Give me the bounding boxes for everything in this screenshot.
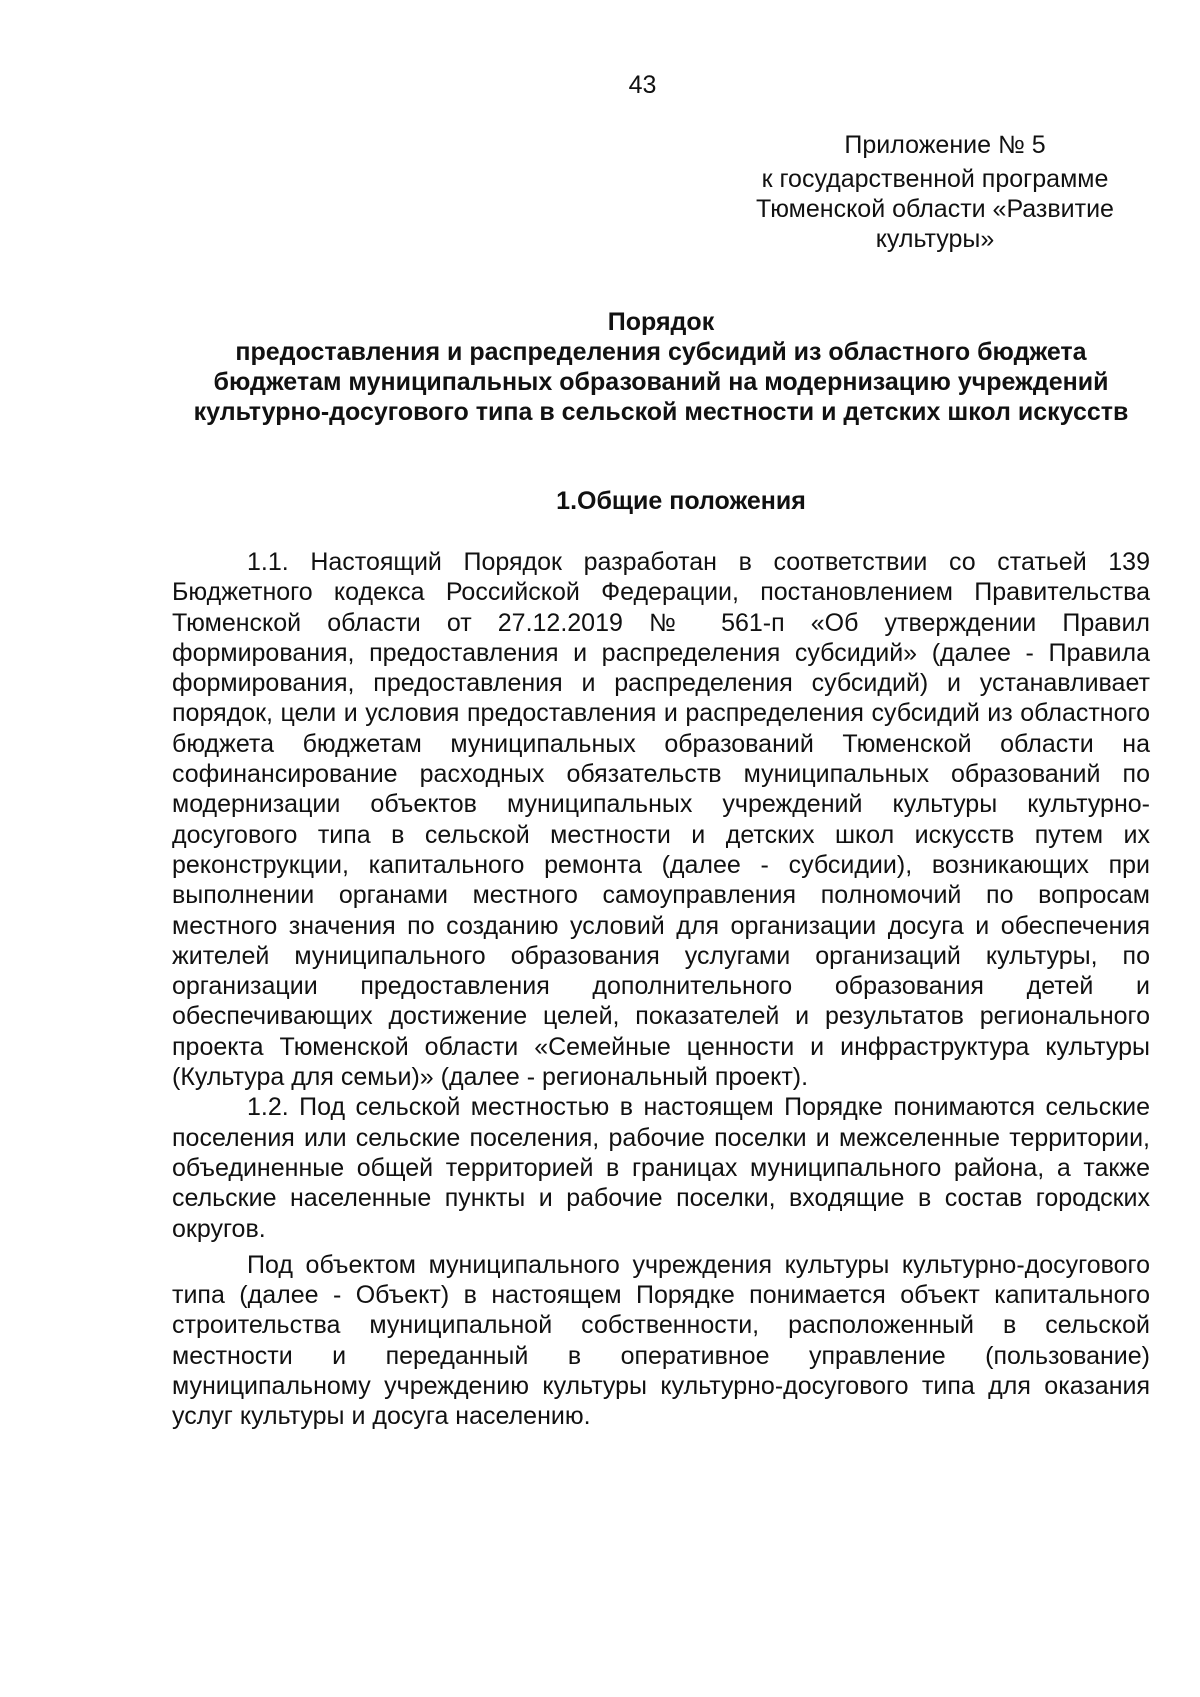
body-text [172,547,1150,1432]
page-number: 43 [628,71,657,99]
paragraph-object-definition: Под объектом муниципального учреждения культуры культурно-досугового типа (далее - Объект) в настоящем Порядке понимается объект капитального строительства муниципальной собственности, расположенный в сельской местности и переданный в оперативное управление (пользование) муниципальному учреждению культуры культурно-досугового типа для оказания услуг культуры и досуга населению. [172,1250,1150,1431]
paragraph-1-1: 1.1. Настоящий Порядок разработан в соответствии со статьей 139 Бюджетного кодекса Российской Федерации, постановлением Правительства Тюменской области от 27.12.2019 № 561-п «Об утверждении Правил формирования, предоставления и распределения субсидий» (далее - Правила формирования, предоставления и распределения субсидий) и устанавливает порядок, цели и условия предоставления и распределения субсидий из областного бюджета бюджетам муниципальных образований Тюменской области на софинансирование расходных обязательств муниципальных образований по модернизации объектов муниципальных учреждений культуры культурно-досугового типа в сельской местности и детских школ искусств путем их реконструкции, капитального ремонта (далее - субсидии), возникающих при выполнении органами местного самоуправления полномочий по вопросам местного значения по созданию условий для организации досуга и обеспечения жителей муниципального образования услугами организаций культуры, по организации предоставления дополнительного образования детей и обеспечивающих достижение целей, показателей и результатов регионального проекта Тюменской области «Семейные ценности и инфраструктура культуры (Культура для семьи)» (далее - региональный проект). [172,548,1150,1092]
appendix-number: Приложение № 5 [844,131,1046,159]
paragraph-1-2: 1.2. Под сельской местностью в настоящем Порядке понимаются сельские поселения или сельские поселения, рабочие поселки и межселенные территории, объединенные общей территорией в границах муниципального района, а также сельские населенные пункты и рабочие поселки, входящие в состав городских округов. [172,1093,1150,1243]
document-title [172,307,1150,427]
document-title-line1: Порядок [607,308,715,336]
appendix-caption: к государственной программе Тюменской области «Развитие культуры» [756,165,1114,253]
appendix-block [735,130,1135,254]
document-title-line2: предоставления и распределения субсидий из областного бюджета бюджетам муниципальных образований на модернизацию учреждений культурно-досугового типа в сельской местности и детских школ искусств [193,338,1129,426]
section-heading: 1.Общие положения [556,487,806,515]
